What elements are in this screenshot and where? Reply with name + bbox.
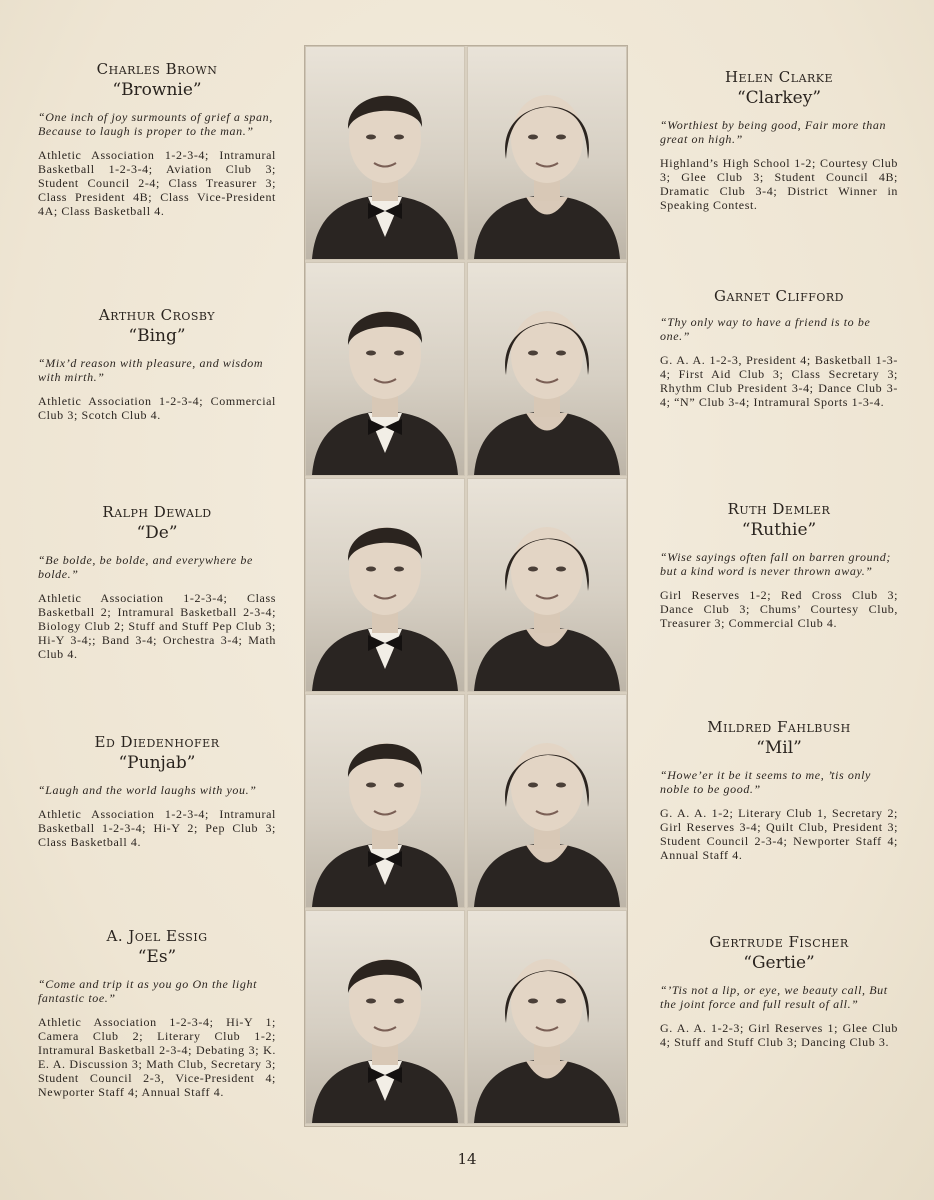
student-quote: “’Tis not a lip, or eye, we beauty call, But the joint force and full result of all.” — [660, 983, 888, 1011]
portrait-arthur-crosby — [305, 262, 465, 476]
student-name: Ralph Dewald — [102, 503, 212, 521]
student-activities: Athletic Association 1-2-3-4; Intramural Basketball 1-2-3-4; Aviation Club 3; Student Council 2-4; Class Treasurer 3; Class President 4B; Class Vice-President 4A; Class Basketball 4. — [38, 148, 276, 218]
senior-entry-ruth-demler — [660, 500, 898, 630]
student-nickname: “Es” — [137, 947, 177, 967]
student-quote: “Thy only way to have a friend is to be one.” — [660, 315, 871, 343]
portrait-silhouette — [468, 47, 626, 259]
senior-entry-charles-brown — [38, 60, 276, 218]
student-name: Garnet Clifford — [714, 287, 844, 305]
portrait-joel-essig — [305, 910, 465, 1124]
student-activities: G. A. A. 1-2-3, President 4; Basketball 1-3-4; First Aid Club 3; Class Secretary 3; Rhythm Club President 3-4; Dance Club 3-4; “N” Club 3-4; Intramural Sports 1-3-4. — [660, 353, 898, 409]
student-activities: Athletic Association 1-2-3-4; Commercial Club 3; Scotch Club 4. — [38, 394, 276, 422]
student-name: Gertrude Fischer — [709, 933, 849, 951]
student-name: Arthur Crosby — [98, 306, 216, 324]
page-number: 14 — [457, 1150, 477, 1168]
student-nickname: “Clarkey” — [736, 88, 822, 108]
portrait-silhouette — [468, 695, 626, 907]
portrait-silhouette — [306, 47, 464, 259]
portrait-ed-diedenhofer — [305, 694, 465, 908]
portrait-silhouette — [306, 263, 464, 475]
student-nickname — [660, 307, 898, 315]
student-quote: “One inch of joy surmounts of grief a span, Because to laugh is proper to the man.” — [38, 110, 273, 138]
student-activities: G. A. A. 1-2-3; Girl Reserves 1; Glee Club 4; Stuff and Stuff Club 3; Dancing Club 3. — [660, 1021, 898, 1049]
senior-entry-mildred-fahlbush — [660, 718, 898, 862]
senior-entry-garnet-clifford — [660, 287, 898, 409]
portrait-gertrude-fischer — [467, 910, 627, 1124]
senior-entry-joel-essig — [38, 927, 276, 1099]
student-quote: “Mix’d reason with pleasure, and wisdom with mirth.” — [38, 356, 264, 384]
senior-entry-arthur-crosby — [38, 306, 276, 422]
portrait-silhouette — [306, 695, 464, 907]
student-quote: “Wise sayings often fall on barren ground; but a kind word is never thrown away.” — [660, 550, 891, 578]
portrait-silhouette — [306, 911, 464, 1123]
portrait-helen-clarke — [467, 46, 627, 260]
student-activities: Athletic Association 1-2-3-4; Class Basketball 2; Intramural Basketball 2-3-4; Biology Club 2; Stuff and Stuff Pep Club 3; Hi-Y 3-4;; Band 3-4; Orchestra 3-4; Math Club 4. — [38, 591, 276, 661]
student-activities: Athletic Association 1-2-3-4; Hi-Y 1; Camera Club 2; Literary Club 1-2; Intramural Basketball 2-3-4; Debating 3; K. E. A. Discussion 3; Math Club, Secretary 3; Student Council 2-3, Vice-President 4; Newporter Staff 4; Annual Staff 4. — [38, 1015, 276, 1099]
senior-entry-helen-clarke — [660, 68, 898, 212]
student-nickname: “Mil” — [756, 738, 802, 758]
student-quote: “Come and trip it as you go On the light fantastic toe.” — [38, 977, 257, 1005]
student-name: Ruth Demler — [727, 500, 831, 518]
student-name: Charles Brown — [96, 60, 218, 78]
portrait-ruth-demler — [467, 478, 627, 692]
student-nickname: “Bing” — [128, 326, 186, 346]
student-quote: “Laugh and the world laughs with you.” — [38, 783, 257, 797]
student-name: A. Joel Essig — [106, 927, 208, 945]
student-name: Helen Clarke — [724, 68, 834, 86]
portrait-silhouette — [468, 479, 626, 691]
portrait-charles-brown — [305, 46, 465, 260]
senior-entry-ralph-dewald — [38, 503, 276, 661]
student-nickname: “Brownie” — [112, 80, 202, 100]
senior-entry-gertrude-fischer — [660, 933, 898, 1049]
student-nickname: “Gertie” — [743, 953, 815, 973]
portrait-silhouette — [468, 263, 626, 475]
student-nickname: “De” — [136, 523, 178, 543]
student-name: Ed Diedenhofer — [94, 733, 220, 751]
senior-entry-ed-diedenhofer — [38, 733, 276, 849]
portrait-grid — [304, 45, 628, 1127]
portrait-silhouette — [468, 911, 626, 1123]
portrait-garnet-clifford — [467, 262, 627, 476]
student-quote: “Worthiest by being good, Fair more than great on high.” — [660, 118, 887, 146]
student-activities: Highland’s High School 1-2; Courtesy Club 3; Glee Club 3; Student Council 4B; Dramatic Club 3-4; District Winner in Speaking Contest. — [660, 156, 898, 212]
student-nickname: “Punjab” — [118, 753, 196, 773]
portrait-mildred-fahlbush — [467, 694, 627, 908]
portrait-ralph-dewald — [305, 478, 465, 692]
portrait-silhouette — [306, 479, 464, 691]
student-name: Mildred Fahlbush — [707, 718, 851, 736]
student-quote: “Be bolde, be bolde, and everywhere be bolde.” — [38, 553, 253, 581]
student-quote: “Howe’er it be it seems to me, ’tis only noble to be good.” — [660, 768, 871, 796]
student-nickname: “Ruthie” — [741, 520, 817, 540]
student-activities: Athletic Association 1-2-3-4; Intramural Basketball 1-2-3-4; Hi-Y 2; Pep Club 3; Class Basketball 4. — [38, 807, 276, 849]
student-activities: Girl Reserves 1-2; Red Cross Club 3; Dance Club 3; Chums’ Courtesy Club, Treasurer 3; Commercial Club 4. — [660, 588, 898, 630]
student-activities: G. A. A. 1-2; Literary Club 1, Secretary 2; Girl Reserves 3-4; Quilt Club, President 3; Student Council 2-3-4; Newporter Staff 4; Annual Staff 4. — [660, 806, 898, 862]
